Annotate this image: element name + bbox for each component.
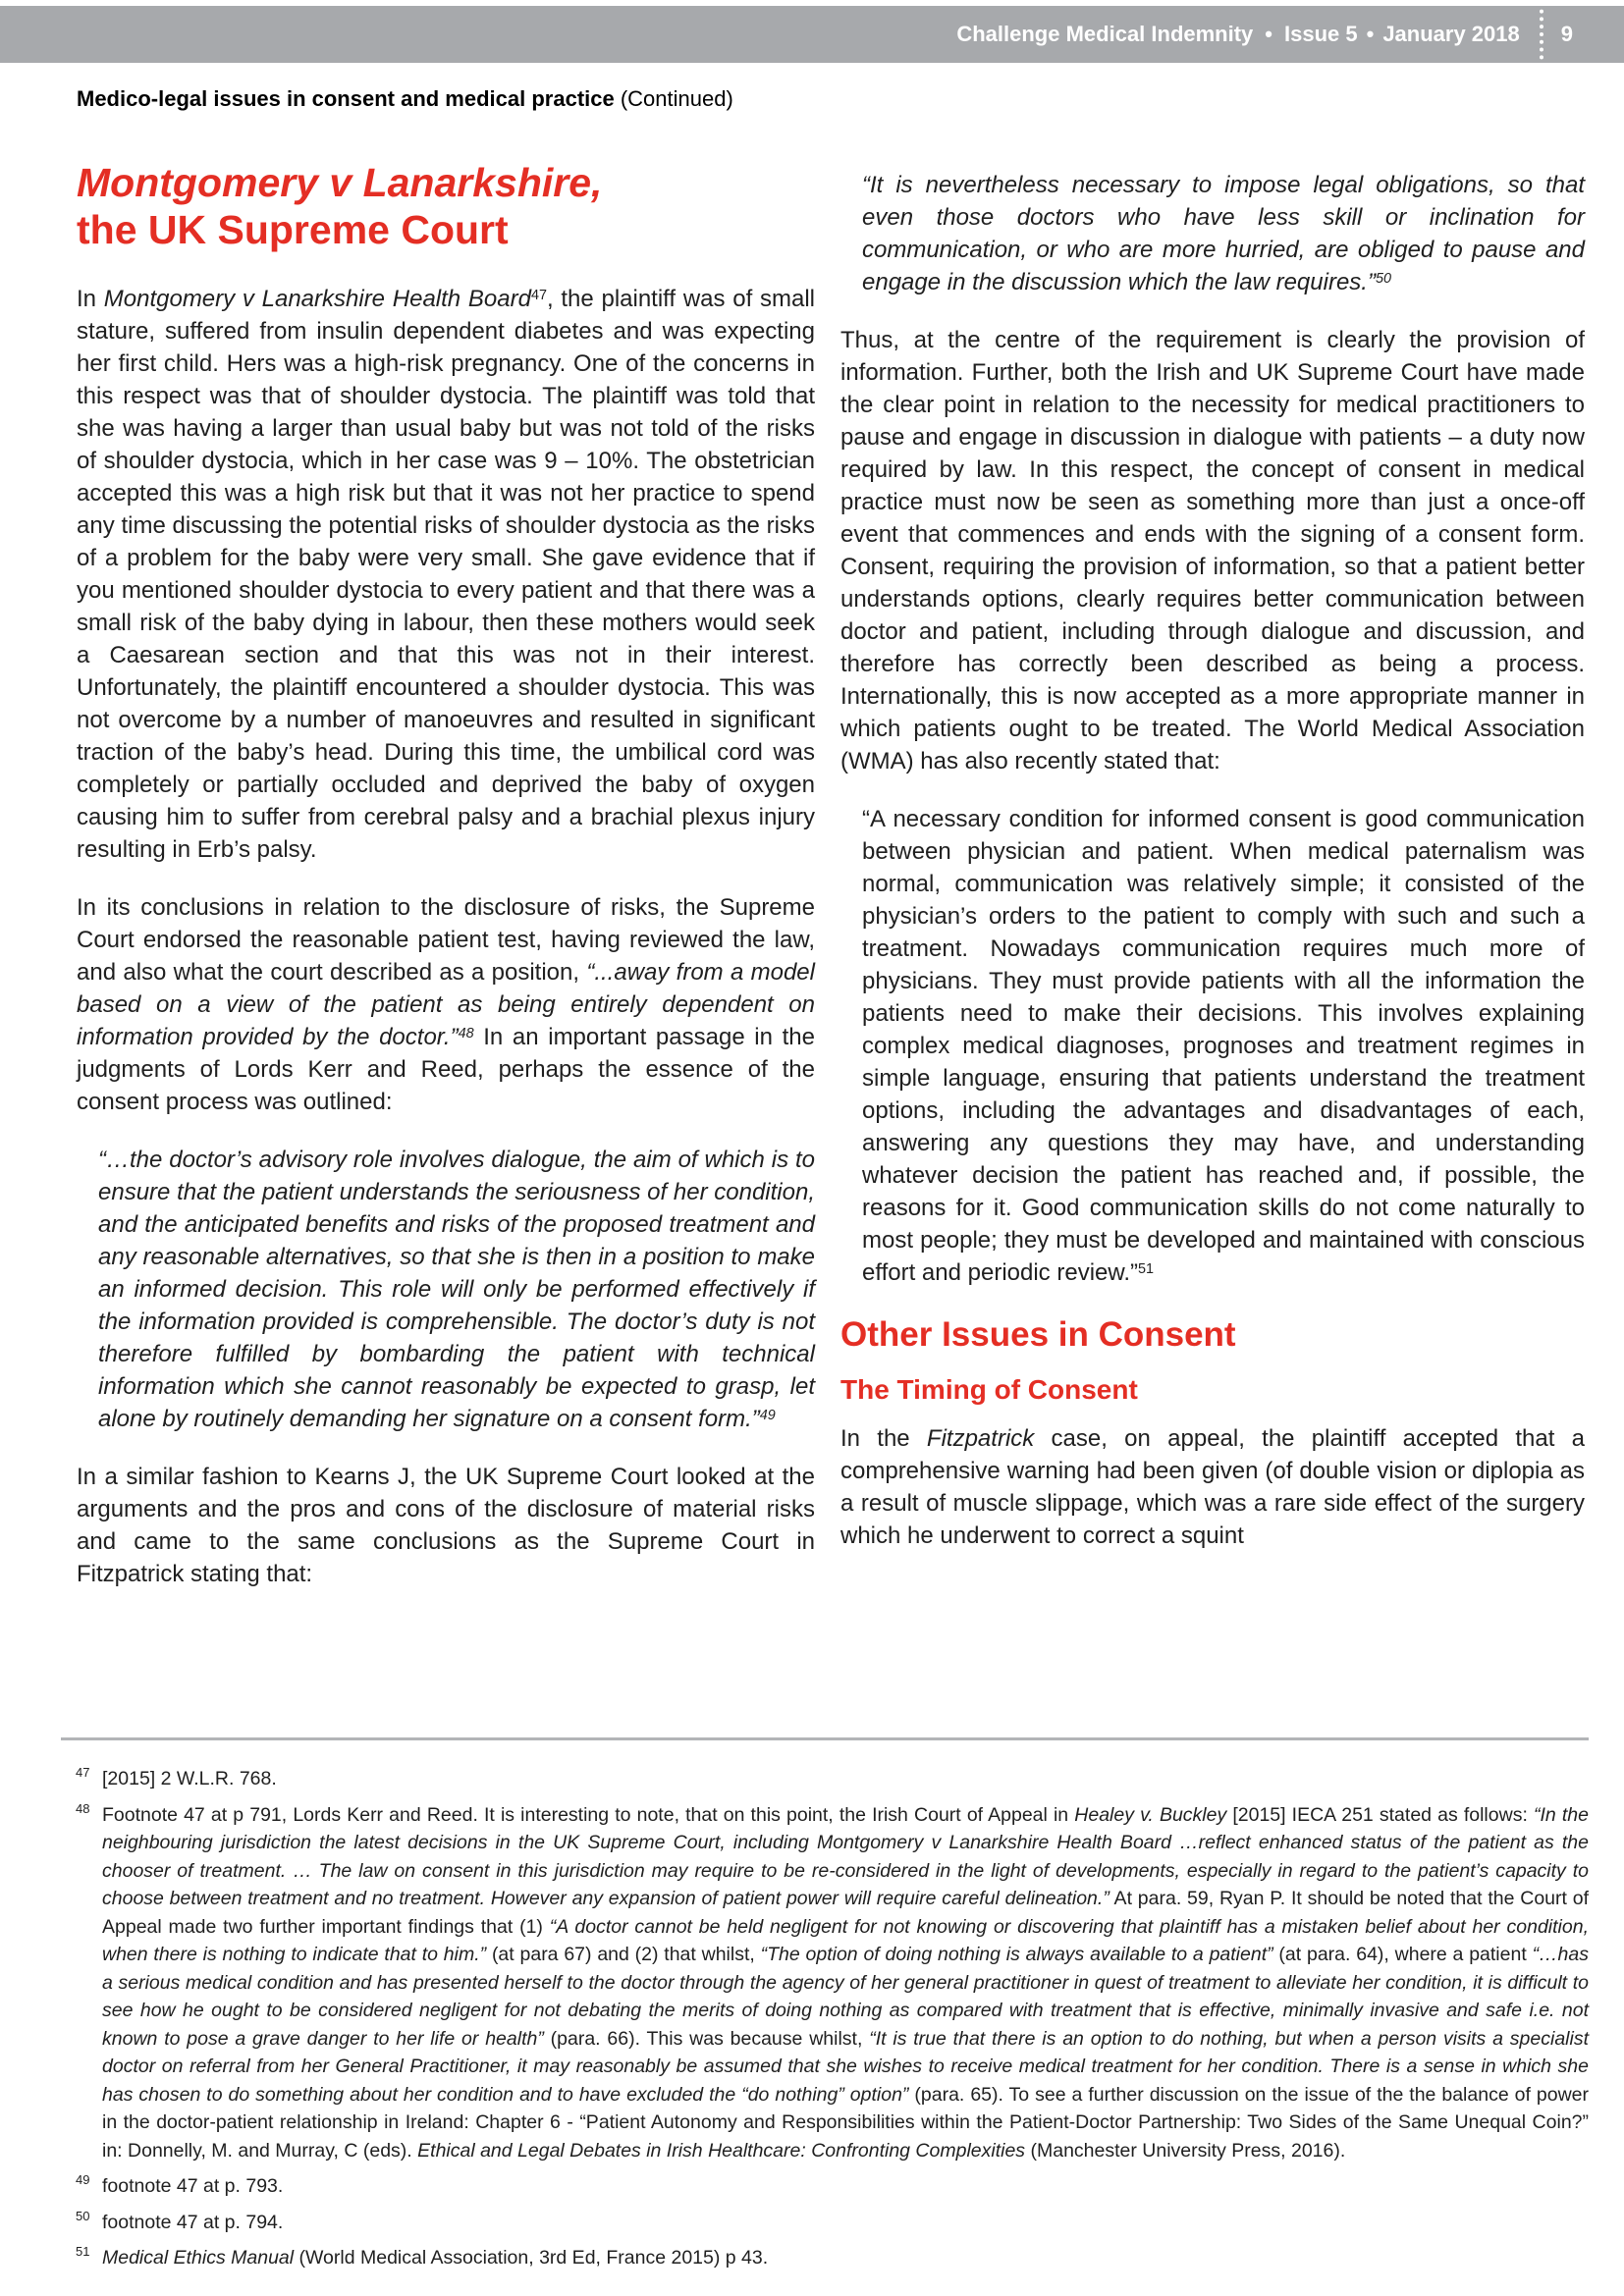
heading-timing-of-consent: The Timing of Consent bbox=[840, 1374, 1138, 1405]
footnote-divider-rule bbox=[61, 1737, 1589, 1740]
paragraph-fitzpatrick: In the Fitzpatrick case, on appeal, the plaintiff accepted that a comprehensive warning had been given (of double vision or diplopia as a result of muscle slippage, which was a rare side effect of the surgery which he underwent to correct a squint bbox=[840, 1425, 1585, 1549]
page-number: 9 bbox=[1560, 22, 1573, 46]
footnotes-section bbox=[76, 1765, 1589, 2280]
dotted-divider bbox=[1540, 0, 1543, 75]
blockquote-wma-statement: “A necessary condition for informed consent is good communication between physician and patient. When medical paternalism was normal, communication was relatively simple; it consisted of the physician’s orders to the patient to comply with such and such a treatment. Nowadays communication requires much more of physicians. They must provide patients with all the information the patients need to make their decisions. This involves explaining complex medical diagnoses, prognoses and treatment regimes in simple language, ensuring that patients understand the treatment options, including the advantages and disadvantages of each, answering any questions they may have, and understanding whatever decision the patient has reached and, if possible, the reasons for it. Good communication skills do not come naturally to most people; they must be developed and maintained with conscious effort and periodic review.”$^{51}$ bbox=[862, 806, 1585, 1286]
footnote-text: Medical Ethics Manual (World Medical Association, 3rd Ed, France 2015) p 43. bbox=[102, 2247, 769, 2269]
footnote-49 bbox=[76, 2172, 1589, 2201]
date-label: January 2018 bbox=[1382, 22, 1520, 46]
paragraph-provision-of-information: Thus, at the centre of the requirement is clearly the provision of information. Further, both the Irish and UK Supreme Court have made the clear point in relation to the necessity for medical practitioners to pause and engage in discussion in dialogue with patients – a duty now required by law. In this respect, the concept of consent in medical practice must now be seen as something more than just a once-off event that commences and ends with the signing of a consent form. Consent, requiring the provision of information, so that a patient better understands options, clearly requires better communication between doctor and patient, including through dialogue and discussion, and therefore has correctly been described as being a process. Internationally, this is now accepted as a more appropriate manner in which patients ought to be treated. The World Medical Association (WMA) has also recently stated that: bbox=[840, 327, 1585, 774]
article-heading-line2: the UK Supreme Court bbox=[77, 207, 509, 252]
footnote-text: footnote 47 at p. 794. bbox=[102, 2211, 284, 2233]
footnote-number: 51 bbox=[76, 2244, 90, 2259]
right-column bbox=[840, 159, 1585, 1577]
separator-bullet: • bbox=[1265, 22, 1272, 46]
header-bar bbox=[0, 6, 1624, 63]
paragraph-similar-fashion: In a similar fashion to Kearns J, the UK Supreme Court looked at the arguments and the pros and cons of the disclosure of material risks and came to the same conclusions as the Supreme Court in Fitzpatrick stating that: bbox=[77, 1464, 815, 1587]
footnote-number: 48 bbox=[76, 1800, 90, 1816]
paragraph-conclusions: In its conclusions in relation to the disclosure of risks, the Supreme Court endorsed the reasonable patient test, having reviewed the law, and also what the court described as a position, “...away from a model based on a view of the patient as being entirely dependent on information provided by the doctor.”$^{48}$ In an important passage in the judgments of Lords Kerr and Reed, perhaps the essence of the consent process was outlined: bbox=[77, 894, 815, 1115]
continued-line bbox=[77, 86, 733, 112]
journal-name: Challenge Medical Indemnity bbox=[956, 22, 1254, 46]
paragraph-montgomery-facts: In Montgomery v Lanarkshire Health Board$^{47}$, the plaintiff was of small stature, suffered from insulin dependent diabetes and was expecting her first child. Hers was a high-risk pregnancy. One of the concerns in this respect was that of shoulder dystocia. The plaintiff was told that she was having a larger than usual baby but was not told of the risks of shoulder dystocia, which in her case was 9 – 10%. The obstetrician accepted this was a high risk but that it was not her practice to spend any time discussing the potential risks of shoulder dystocia as the risks of a problem for the baby were very small. She gave evidence that if you mentioned shoulder dystocia to every patient and that there was a small risk of the baby dying in labour, then these mothers would seek a Caesarean section and that this was not in their interest. Unfortunately, the plaintiff encountered a shoulder dystocia. This was not overcome by a number of manoeuvres and resulted in significant traction of the baby’s head. During this time, the umbilical cord was completely or partially occluded and deprived the baby of oxygen causing him to suffer from cerebral palsy and a brachial plexus injury resulting in Erb’s palsy. bbox=[77, 286, 816, 863]
footnote-number: 49 bbox=[76, 2172, 90, 2187]
footnote-text: Footnote 47 at p 791, Lords Kerr and Reed. It is interesting to note, that on this point, the Irish Court of Appeal in Healey v. Buckley [2015] IECA 251 stated as follows: “In the neighbouring jurisdiction the latest decisions in the UK Supreme Court, including Montgomery v Lanarkshire Health Board …reflect enhanced status of the patient as the chooser of treatment. … The law on consent in this jurisdiction may require to be re-considered in the light of developments, especially in regard to the patient’s capacity to choose between treatment and no treatment. However any expansion of patient power will require careful delineation.” At para. 59, Ryan P. It should be noted that the Court of Appeal made two further important findings that (1) “A doctor cannot be held negligent for not knowing or discovering that plaintiff has a mistaken belief about her condition, when there is nothing to indicate that to him.” (at para 67) and (2) that whilst, “The option of doing nothing is always available to a patient” (at para. 64), where a patient “…has a serious medical condition and has presented herself to the doctor through the agency of her general practitioner in quest of treatment to alleviate her condition, it is difficult to see how he ought to be considered negligent for not debating the merits of doing nothing as compared with treatment that is effective, minimally invasive and safe i.e. not known to pose a grave danger to her life or health” (para. 66). This was because whilst, “It is true that there is an option to do nothing, but when a person visits a specialist doctor on referral from her General Practitioner, it may reasonably be assumed that she wishes to receive medical treatment for her condition. There is a sense in which she has chosen to do something about her condition and to have excluded the “do nothing” option” (para. 65). To see a further discussion on the issue of the the balance of power in the doctor-patient relationship in Ireland: Chapter 6 - “Patient Autonomy and Responsibilities within the Patient-Doctor Partnership: Two Sides of the Same Unequal Coin?” in: Donnelly, M. and Murray, C (eds). Ethical and Legal Debates in Irish Healthcare: Confronting Complexities (Manchester University Press, 2016). bbox=[102, 1803, 1589, 2162]
article-heading bbox=[77, 159, 815, 253]
footnote-text: [2015] 2 W.L.R. 768. bbox=[102, 1768, 277, 1789]
header-content bbox=[956, 6, 1573, 63]
footnote-number: 50 bbox=[76, 2208, 90, 2223]
footnote-number: 47 bbox=[76, 1765, 90, 1780]
footnote-48 bbox=[76, 1800, 1589, 2165]
continued-suffix: (Continued) bbox=[614, 86, 733, 111]
footnote-50 bbox=[76, 2208, 1589, 2237]
footnote-47 bbox=[76, 1765, 1589, 1793]
article-heading-line1: Montgomery v Lanarkshire, bbox=[77, 160, 603, 205]
footnote-text: footnote 47 at p. 793. bbox=[102, 2175, 284, 2197]
left-column bbox=[77, 159, 815, 1616]
issue-label: Issue 5 bbox=[1284, 22, 1358, 46]
continued-title: Medico-legal issues in consent and medical practice bbox=[77, 86, 615, 111]
blockquote-kerr-reed: “…the doctor’s advisory role involves dialogue, the aim of which is to ensure that the patient understands the seriousness of her condition, and the anticipated benefits and risks of the proposed treatment and any reasonable alternatives, so that she is then in a position to make an informed decision. This role will only be performed effectively if the information provided is comprehensible. The doctor’s duty is not therefore fulfilled by bombarding the patient with technical information which she cannot reasonably be expected to grasp, let alone by routinely demanding her signature on a consent form.”$^{49}$ bbox=[98, 1147, 815, 1432]
separator-bullet: • bbox=[1366, 22, 1375, 46]
blockquote-legal-obligations: “It is nevertheless necessary to impose legal obligations, so that even those doctors who have less skill or inclination for communication, or who are more hurried, are obliged to pause and engage in the discussion which the law requires.”$^{50}$ bbox=[862, 172, 1585, 295]
heading-other-issues: Other Issues in Consent bbox=[840, 1315, 1236, 1354]
footnote-51 bbox=[76, 2244, 1589, 2272]
